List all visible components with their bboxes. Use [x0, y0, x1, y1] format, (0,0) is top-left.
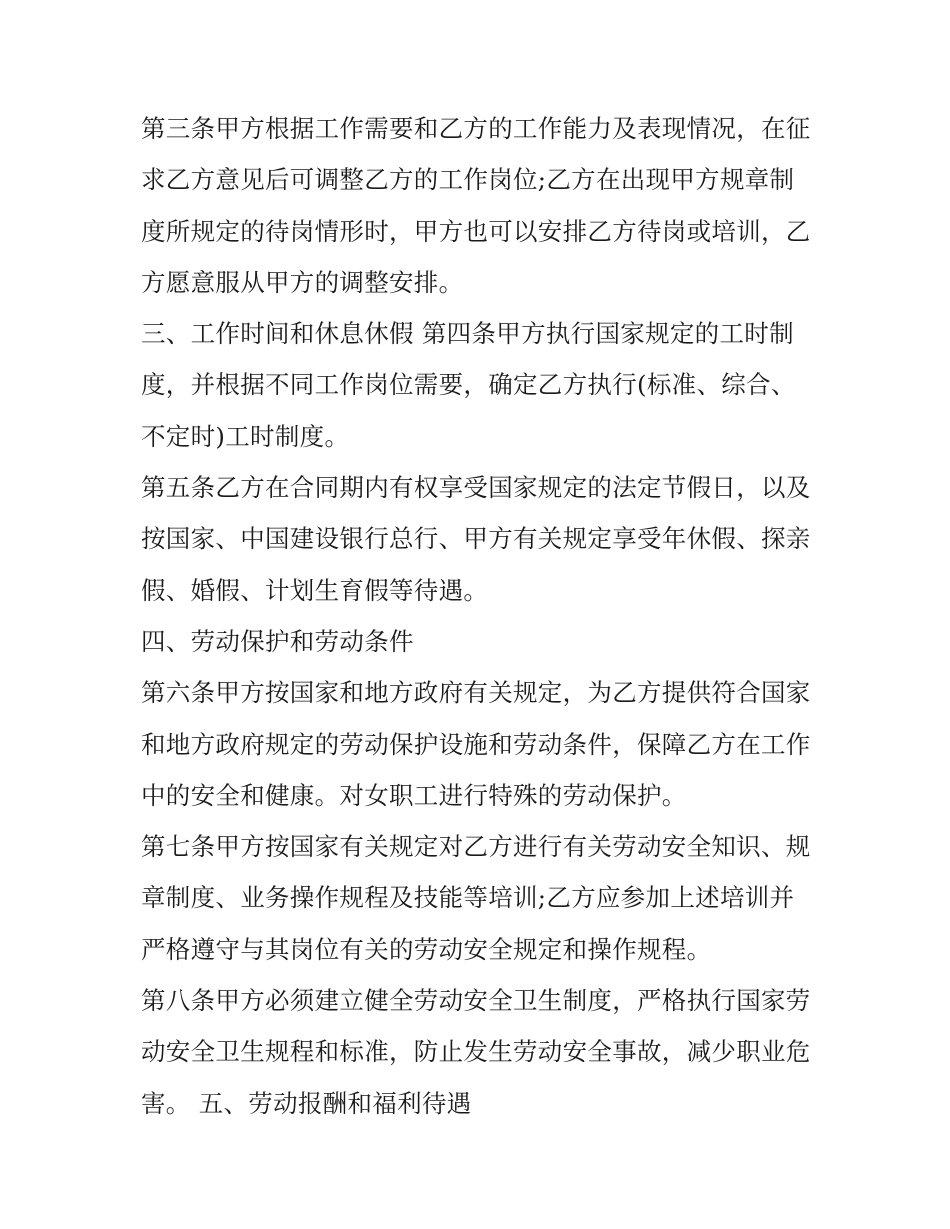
paragraph-article-7 [141, 821, 821, 975]
text-line: 度所规定的待岗情形时，甲方也可以安排乙方待岗或培训，乙 [141, 216, 811, 246]
paragraph-article-3 [141, 103, 821, 308]
text-line: 害。 五、劳动报酬和福利待遇 [141, 1088, 472, 1118]
text-line: 动安全卫生规程和标准，防止发生劳动安全事故，减少职业危 [141, 1037, 811, 1067]
text-line: 第五条乙方在合同期内有权享受国家规定的法定节假日，以及 [141, 473, 811, 503]
paragraph-article-6 [141, 667, 821, 821]
text-line: 四、劳动保护和劳动条件 [141, 626, 414, 656]
text-line: 度，并根据不同工作岗位需要，确定乙方执行(标准、综合、 [141, 370, 796, 400]
text-line: 和地方政府规定的劳动保护设施和劳动条件，保障乙方在工作 [141, 729, 811, 759]
paragraph-section-3-article-4 [141, 308, 821, 462]
text-line: 假、婚假、计划生育假等待遇。 [141, 575, 489, 605]
text-line: 按国家、中国建设银行总行、甲方有关规定享受年休假、探亲 [141, 524, 811, 554]
text-line: 严格遵守与其岗位有关的劳动安全规定和操作规程。 [141, 934, 712, 964]
paragraph-article-8 [141, 975, 821, 1129]
text-line: 章制度、业务操作规程及技能等培训;乙方应参加上述培训并 [141, 883, 795, 913]
text-line: 中的安全和健康。对女职工进行特殊的劳动保护。 [141, 780, 687, 810]
paragraph-article-5 [141, 462, 821, 616]
text-line: 三、工作时间和休息休假 第四条甲方执行国家规定的工时制 [141, 319, 794, 349]
text-line: 第三条甲方根据工作需要和乙方的工作能力及表现情况，在征 [141, 114, 811, 143]
text-line: 第八条甲方必须建立健全劳动安全卫生制度，严格执行国家劳 [141, 986, 811, 1016]
text-line: 第六条甲方按国家和地方政府有关规定，为乙方提供符合国家 [141, 678, 811, 708]
document-body [141, 103, 821, 1129]
text-line: 不定时)工时制度。 [141, 421, 350, 451]
text-line: 求乙方意见后可调整乙方的工作岗位;乙方在出现甲方规章制 [141, 165, 795, 195]
section-heading-4 [141, 616, 821, 667]
text-line: 第七条甲方按国家有关规定对乙方进行有关劳动安全知识、规 [141, 832, 811, 862]
text-line: 方愿意服从甲方的调整安排。 [141, 267, 464, 297]
